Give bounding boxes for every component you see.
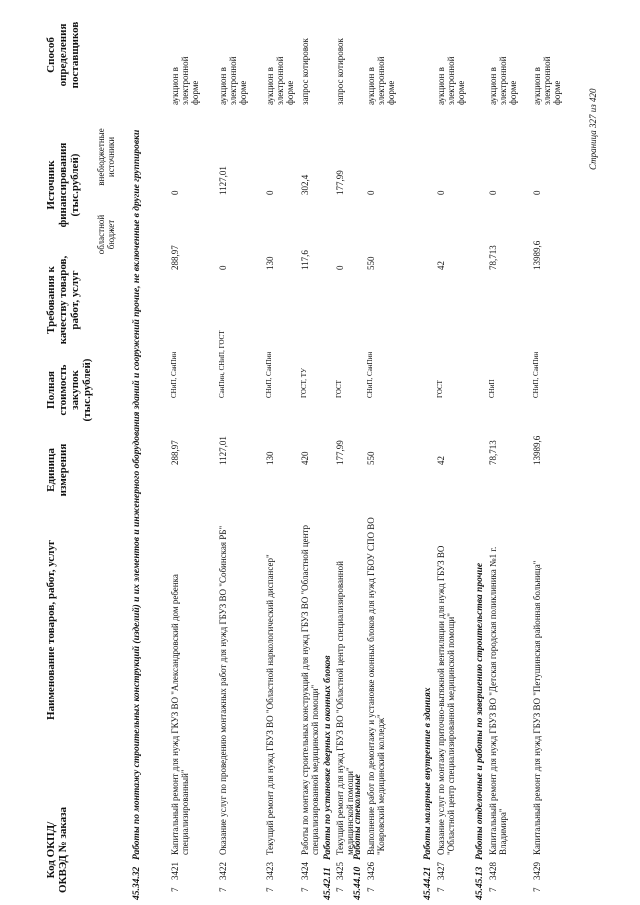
header-unit: Единица измерения (45, 443, 69, 497)
row-num: 7 (488, 887, 498, 892)
group-code: 45.44.21 (423, 866, 433, 900)
row-regional: 130 (265, 256, 275, 270)
row-order: 3421 (170, 862, 180, 880)
row-regional: 0 (218, 265, 228, 270)
group-title: Работы отделочные и работы по завершению строительства прочие (475, 562, 485, 860)
row-offbudget: 0 (436, 190, 446, 195)
row-name: Капитальный ремонт для нужд ГБУЗ ВО "Детская городская поликлиника №1 г. Владимира" (488, 546, 508, 855)
row-cost: 550 (366, 451, 376, 465)
row-num: 7 (265, 887, 275, 892)
header-method: Способ определения поставщиков (45, 21, 81, 89)
row-cost: 420 (300, 451, 310, 465)
row-num: 7 (170, 887, 180, 892)
row-method: запрос котировок (300, 38, 310, 105)
row-req: СНиП, СанПин (265, 351, 273, 398)
row-regional: 117,6 (300, 250, 310, 270)
row-method: аукцион в электронной форме (265, 56, 295, 105)
row-regional: 550 (366, 256, 376, 270)
header-code: Код ОКПД/ ОКВЭД № заказа (45, 806, 69, 894)
row-offbudget: 302,4 (300, 174, 310, 195)
row-name: Капитальный ремонт для нужд ГБУЗ ВО "Петушинская районная больница" (532, 560, 542, 855)
header-req: Требования к качеству товаров, работ, услуг (45, 255, 81, 345)
group-title: Работы стекольные (353, 774, 363, 860)
row-req: ГОСТ, ТУ (300, 368, 308, 398)
row-order: 3425 (335, 862, 345, 880)
row-name: Оказание услуг по проведению монтажных работ для нужд ГБУЗ ВО "Собинская РБ" (218, 525, 228, 855)
row-order: 3422 (218, 862, 228, 880)
row-cost: 42 (436, 456, 446, 465)
row-order: 3426 (366, 862, 376, 880)
row-offbudget: 0 (488, 190, 498, 195)
group-code: 45.44.10 (353, 866, 363, 900)
row-method: аукцион в электронной форме (218, 56, 248, 105)
row-order: 3423 (265, 862, 275, 880)
header-fund-regional: областной бюджет (96, 214, 116, 255)
header-cost: Полная стоимость закупок (тыс.рублей) (45, 358, 93, 422)
row-regional: 13989,6 (532, 240, 542, 270)
row-method: аукцион в электронной форме (488, 56, 518, 105)
row-order: 3428 (488, 862, 498, 880)
row-num: 7 (335, 887, 345, 892)
row-num: 7 (366, 887, 376, 892)
row-req: ГОСТ (335, 380, 343, 398)
row-offbudget: 1127,01 (218, 166, 228, 195)
row-regional: 78,713 (488, 245, 498, 270)
row-req: СНиП, СанПин (366, 351, 374, 398)
row-offbudget: 0 (532, 190, 542, 195)
row-order: 3429 (532, 862, 542, 880)
row-offbudget: 0 (366, 190, 376, 195)
row-method: аукцион в электронной форме (436, 56, 466, 105)
group-code: 45.34.32 (132, 866, 142, 900)
row-offbudget: 0 (170, 190, 180, 195)
row-method: аукцион в электронной форме (532, 56, 562, 105)
row-req: ГОСТ (436, 380, 444, 398)
row-num: 7 (532, 887, 542, 892)
footer-page: Страница 327 из 420 (588, 88, 598, 170)
row-cost: 177,99 (335, 440, 345, 465)
row-req: СНиП, СанПин (170, 351, 178, 398)
row-req: СанПин, СНиП, ГОСТ (218, 330, 226, 398)
row-cost: 13989,6 (532, 435, 542, 465)
group-title: Работы по монтажу строительных конструкций (изделий) и их элементов и инженерного оборудования зданий и сооружений прочие, не включенные в другие группировки (132, 129, 142, 860)
row-name: Оказание услуг по монтажу приточно-вытяжной вентиляции для нужд ГБУЗ ВО "Областной центр специализированной медицинской помощи" (436, 545, 456, 855)
header-name: Наименование товаров, работ, услуг (45, 540, 57, 720)
header-funding: Источник финансирования (тыс.рублей) (45, 142, 81, 228)
row-cost: 288,97 (170, 440, 180, 465)
row-name: Капитальный ремонт для нужд ГКУЗ ВО "Александровский дом ребенка специализированный" (170, 574, 190, 855)
group-code: 45.45.13 (475, 866, 485, 900)
row-req: СНиП (488, 379, 496, 398)
header-fund-offbudget: внебюджетные источники (96, 128, 116, 186)
row-method: аукцион в электронной форме (366, 56, 396, 105)
row-name: Выполнение работ по демонтажу и установке оконных блоков для нужд ГБОУ СПО ВО "Ковровский медицинский колледж" (366, 517, 386, 855)
row-order: 3424 (300, 862, 310, 880)
row-regional: 42 (436, 261, 446, 270)
row-method: аукцион в электронной форме (170, 56, 200, 105)
row-cost: 1127,01 (218, 436, 228, 465)
group-title: Работы по установке дверных и оконных блоков (323, 655, 333, 860)
row-name: Текущий ремонт для нужд ГБУЗ ВО "Областной центр специализированной медицинской помощи" (335, 561, 355, 855)
row-num: 7 (218, 887, 228, 892)
group-code: 45.42.11 (323, 867, 333, 900)
row-regional: 0 (335, 265, 345, 270)
group-title: Работы малярные внутренние в зданиях (423, 687, 433, 860)
row-name: Работы по монтажу строительных конструкций для нужд ГБУЗ ВО "Областной центр специализированной медицинской помощи" (300, 524, 320, 855)
row-num: 7 (436, 887, 446, 892)
row-regional: 288,97 (170, 245, 180, 270)
row-offbudget: 0 (265, 190, 275, 195)
row-order: 3427 (436, 862, 446, 880)
row-cost: 130 (265, 451, 275, 465)
row-cost: 78,713 (488, 440, 498, 465)
row-req: СНиП, СанПин (532, 351, 540, 398)
row-offbudget: 177,99 (335, 170, 345, 195)
row-name: Текущий ремонт для нужд ГБУЗ ВО "Областной наркологический диспансер" (265, 554, 275, 855)
row-num: 7 (300, 887, 310, 892)
row-method: запрос котировок (335, 38, 345, 105)
